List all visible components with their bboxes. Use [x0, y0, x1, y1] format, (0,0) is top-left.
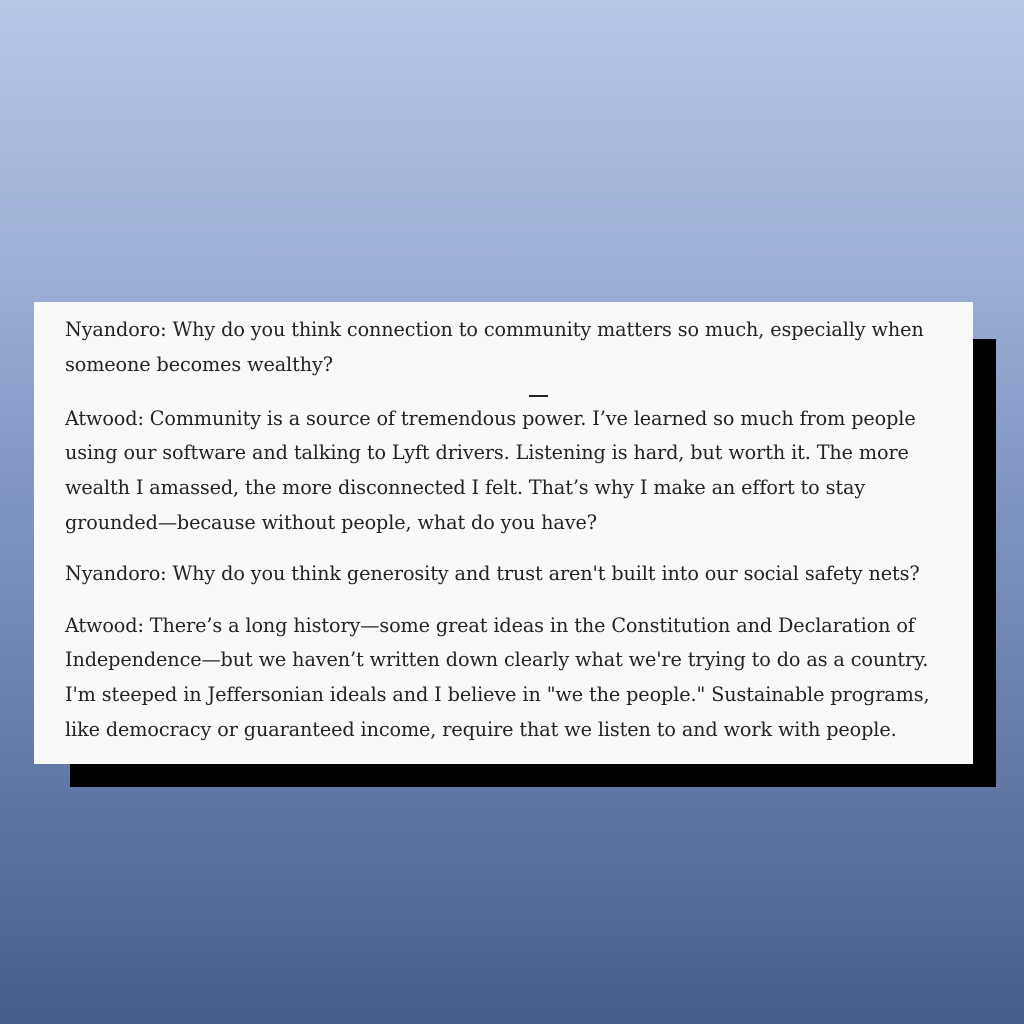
paragraph-gap — [65, 592, 953, 609]
separator-row — [65, 383, 953, 402]
quote-card — [34, 302, 973, 764]
question-2: Nyandoro: Why do you think generosity and trust aren't built into our social safety nets? — [65, 561, 920, 585]
answer-1: Atwood: Community is a source of tremendous power. I’ve learned so much from people using our software and talking to Lyft drivers. Listening is hard, but worth it. The more wealth I amassed, the more disconnected I felt. That’s why I make an effort to stay grounded—because without people, what do you have? — [65, 406, 916, 534]
question-1: Nyandoro: Why do you think connection to community matters so much, especially when someone becomes wealthy? — [65, 318, 924, 376]
answer-2: Atwood: There’s a long history—some great ideas in the Constitution and Declaration of Independence—but we haven’t written down clearly what we're trying to do as a country. I'm steeped in Jeffersonian ideals and I believe in "we the people." Sustainable programs, like democracy or guaranteed income, require that we listen to and work with people. — [65, 613, 930, 741]
paragraph-gap — [65, 541, 953, 557]
separator-dash — [529, 395, 548, 397]
